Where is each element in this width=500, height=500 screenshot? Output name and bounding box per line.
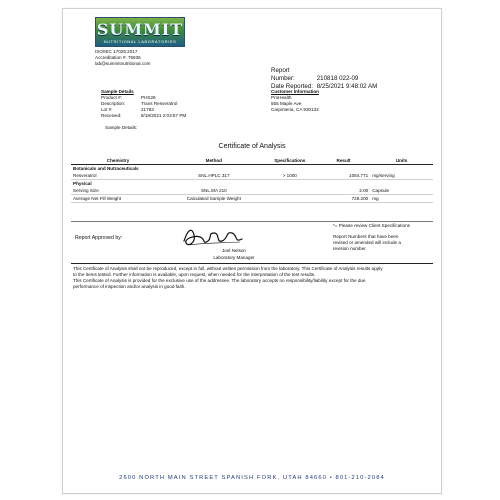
sample-label: Product #: — [101, 95, 122, 100]
sample-details-label: Sample Details: — [105, 125, 138, 130]
sample-details-title: Sample Details — [101, 89, 134, 94]
divider — [71, 221, 433, 222]
table-row — [71, 172, 433, 180]
footer-address: 2600 NORTH MAIN STREET SPANISH FORK, UTAH 84660 • 801-210-2084 — [119, 475, 385, 481]
logo-main-text: SUMMIT — [96, 20, 184, 39]
cell-result: 1084.771 — [317, 172, 370, 180]
table-row — [71, 195, 433, 203]
col-method: Method — [165, 157, 263, 165]
report-number: 210818 022-09 — [316, 75, 359, 82]
table-section-row — [71, 165, 433, 173]
disclaimer-line: This Certificate of Analysis shall not be reproduced, except in full, without written permission from the laboratory. This Certificate of Analysis results apply — [73, 266, 383, 271]
sample-value: 8/18/2021 2:03:57 PM — [141, 113, 187, 118]
signature-image — [178, 225, 248, 249]
cell-method: SNL.MA 210 — [165, 187, 263, 195]
approval-label: Report Approved by: — [75, 235, 123, 241]
cell-units: mg — [370, 195, 433, 203]
sample-label: Lot #: — [101, 107, 113, 112]
sample-value: PHS28 — [141, 95, 156, 100]
accreditation-line: ISO/IEC 17025:2017 — [95, 49, 138, 54]
approver-role: Laboratory Manager — [213, 255, 255, 260]
results-table — [71, 157, 433, 203]
customer-line: ProHealth — [271, 95, 292, 100]
cell-method: Calculated Sample Weight — [165, 195, 263, 203]
sample-details-block — [101, 89, 211, 131]
disclaimer-line: This Certificate of Analysis is provided for the exclusive use of the addressee. The laboratory accepts no responsibility/liability except for the due — [73, 278, 366, 283]
cell-result: 728.200 — [317, 195, 370, 203]
customer-info-title: Customer Information — [271, 89, 319, 94]
cell-chemistry: Average Net Fill Weight — [71, 195, 165, 203]
certificate-title: Certificate of Analysis — [218, 143, 286, 150]
summit-logo — [95, 17, 185, 47]
revised-note-line: revised or amended will include a — [333, 240, 401, 245]
table-header-row — [71, 157, 433, 165]
customer-line: Carpinteria, CA 930132 — [271, 107, 319, 112]
sample-value: Trans Resveratrol — [141, 101, 178, 106]
spec-note: *= Please review Client Specifications — [333, 223, 410, 228]
disclaimer-line: to the items tested. Further information is available, upon request, when needed for the interpretation of the test results. — [73, 272, 316, 277]
disclaimer-line: performance of inspection and/or analysis in good faith. — [73, 284, 186, 289]
cell-result: 2.00 — [317, 187, 370, 195]
disclaimer — [73, 266, 433, 290]
table-section-row — [71, 180, 433, 188]
date-reported: 8/25/2021 9:48:02 AM — [316, 83, 378, 90]
table-row — [71, 187, 433, 195]
accreditation-block — [95, 49, 150, 67]
logo-sub-text: NUTRITIONAL LABORATORIES — [103, 39, 177, 44]
date-reported-label: Date Reported: — [271, 83, 313, 90]
accreditation-line: Accreditation #: 75936 — [95, 55, 141, 60]
approver-name: Joel Nelson — [221, 248, 246, 253]
report-meta — [271, 67, 377, 91]
col-result: Result — [317, 157, 370, 165]
cell-spec: > 1000 — [263, 172, 317, 180]
section-name: Botanicals and Nutraceuticals — [73, 166, 139, 171]
col-chemistry: Chemistry — [71, 157, 165, 165]
section-name: Physical — [73, 181, 92, 186]
sample-label: Received: — [101, 113, 122, 118]
certificate-page — [62, 8, 442, 494]
revised-note-line: revision number. — [333, 246, 367, 251]
cell-units: mg/serving — [370, 172, 433, 180]
customer-line: 555 Maple Ave — [271, 101, 302, 106]
report-number-label: Report Number: — [271, 67, 295, 82]
cell-units: Capsule — [370, 187, 433, 195]
cell-method: SNL.HPLC 317 — [165, 172, 263, 180]
divider — [71, 263, 433, 264]
cell-chemistry: Serving Size — [71, 187, 165, 195]
cell-spec — [263, 195, 317, 203]
revised-note-line: Report Numbers that have been — [333, 234, 399, 239]
customer-info-block — [271, 89, 391, 113]
cell-spec — [263, 187, 317, 195]
col-specifications: Specifications — [263, 157, 317, 165]
lab-email: lab@summitnutritional.com — [95, 61, 151, 66]
sample-label: Description: — [101, 101, 126, 106]
revised-note — [333, 234, 437, 252]
cell-chemistry: Resveratrol — [71, 172, 165, 180]
col-units: Units — [370, 157, 433, 165]
sample-value: 21783 — [141, 107, 154, 112]
